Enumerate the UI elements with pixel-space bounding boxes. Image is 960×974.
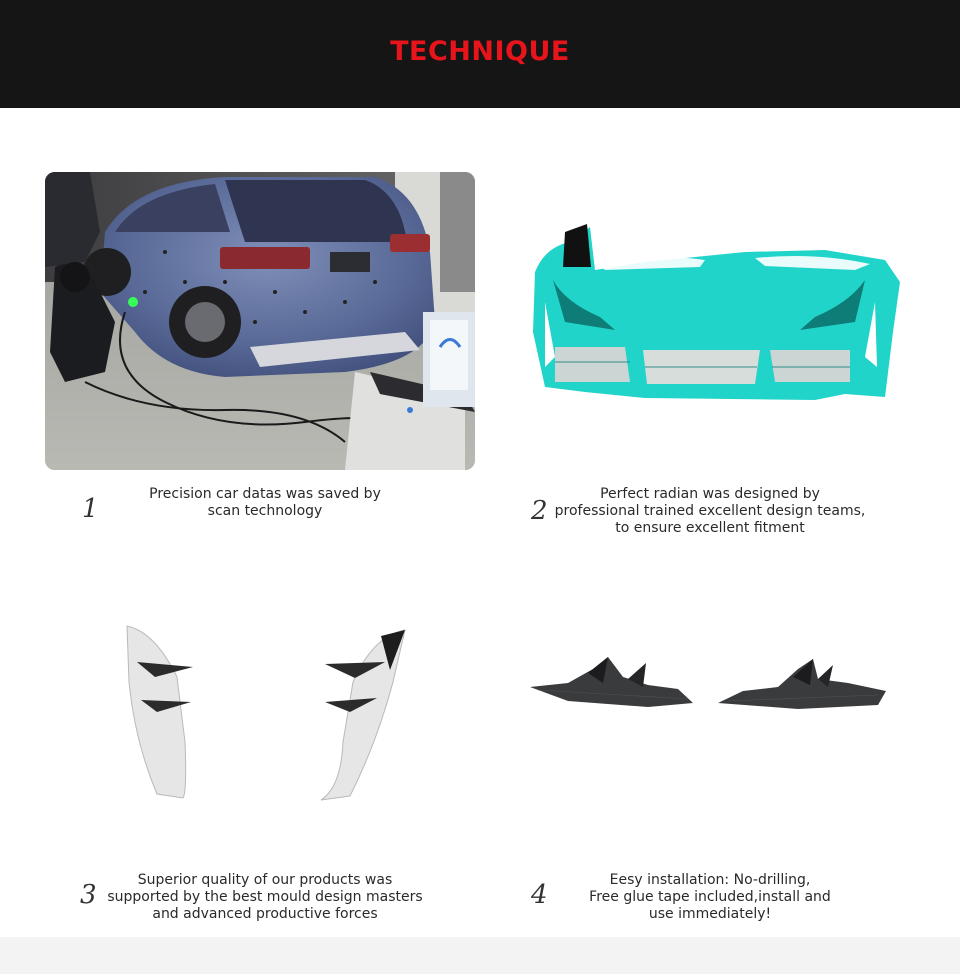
caption-line: to ensure excellent fitment <box>615 520 805 536</box>
step-number-2: 2 <box>531 496 548 526</box>
caption-line: scan technology <box>207 503 323 519</box>
carbon-fins-illustration <box>528 655 888 715</box>
bumper-scan-illustration <box>525 222 905 412</box>
step-caption-3 <box>99 872 431 923</box>
page-title: TECHNIQUE <box>390 36 570 67</box>
caption-line: Free glue tape included,install and <box>589 889 831 905</box>
caption-line: Perfect radian was designed by <box>600 486 820 502</box>
scan-photo <box>45 172 475 470</box>
white-fins-illustration <box>115 622 415 802</box>
step-number-1: 1 <box>82 494 99 524</box>
caption-line: Superior quality of our products was <box>137 872 393 888</box>
step-caption-2 <box>548 486 872 537</box>
scan-photo-illustration <box>45 172 475 470</box>
header-bar <box>0 0 960 108</box>
caption-line: professional trained excellent design teams, <box>554 503 866 519</box>
footer-band <box>0 937 960 974</box>
caption-line: Eesy installation: No-drilling, <box>609 872 811 888</box>
caption-line: and advanced productive forces <box>152 906 378 922</box>
caption-line: supported by the best mould design masters <box>107 889 423 905</box>
white-fins-image <box>115 622 415 802</box>
caption-line: Precision car datas was saved by <box>149 486 381 502</box>
step-caption-4 <box>560 872 860 923</box>
step-caption-1 <box>115 486 415 520</box>
step-number-4: 4 <box>531 880 548 910</box>
scan-model-image <box>525 222 905 412</box>
caption-line: use immediately! <box>648 906 772 922</box>
step-number-3: 3 <box>80 880 97 910</box>
carbon-fins-image <box>528 655 888 715</box>
